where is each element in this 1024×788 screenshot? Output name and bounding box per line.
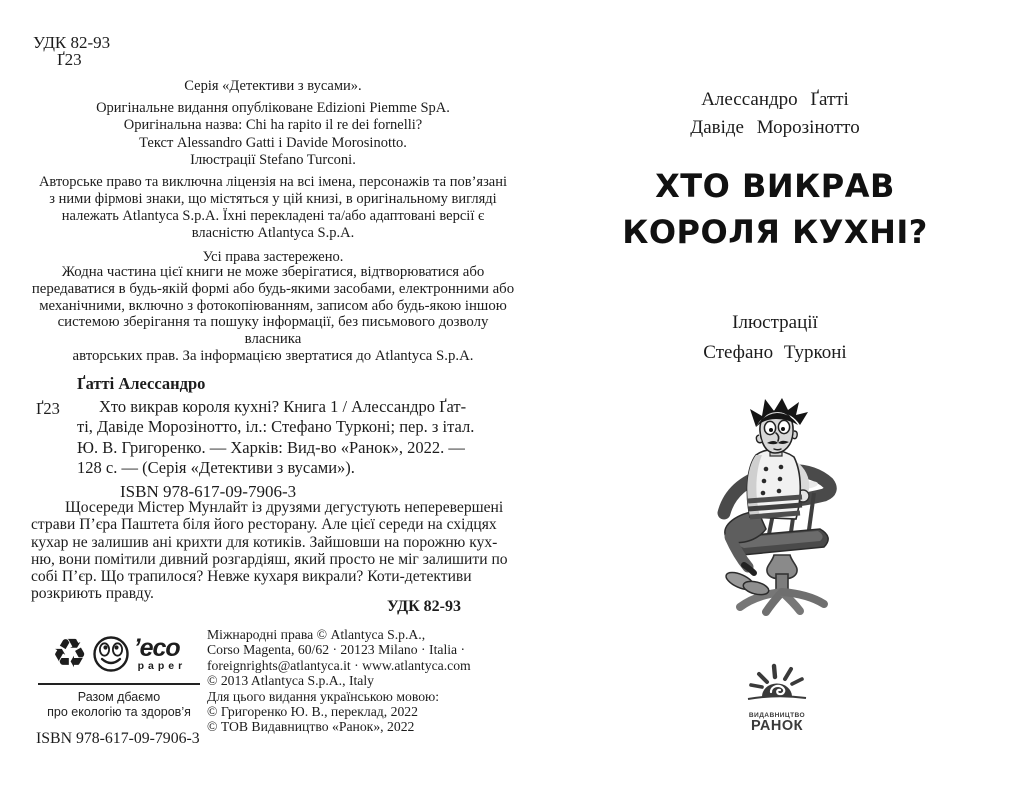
text-line: 128 с. — (Серія «Детективи з вусами»). [77,458,355,477]
catalog-author: Ґатті Алессандро [77,374,206,393]
text-line: © 2013 Atlantyca S.p.A., Italy [207,673,375,689]
text-line: Ю. В. Григоренко. — Харків: Вид-во «Ранок», 2022. — [77,437,465,457]
udk-classification-bottom: УДК 82-93 [386,598,461,615]
eco-paper-block [36,629,202,748]
text-line: належать Atlantyca S.p.A. Їхні перекладені та/або адаптовані версії є [61,208,485,224]
author-name-1: Алессандро Ґатті [701,89,849,110]
text-line: системою зберігання та пошуку інформації, без письмового дозволу власника [57,314,489,348]
udk-number: УДК 82-93 [33,33,111,52]
text-line: Corso Magenta, 60/62 · 20123 Milano · Italia · [207,642,466,658]
annotation-block [31,499,518,603]
recycle-icon: ♻ [51,631,88,677]
text-line: ті, Давіде Морозінотто, іл.: Стефано Турконі; пер. з італ. [77,417,475,436]
text-line: Міжнародні права © Atlantyca S.p.A., [207,627,426,642]
publisher-name-small: ВИДАВНИЦТВО [748,712,806,719]
text-line: з ними фірмові знаки, що містяться у цій книзі, в оригінальному вигляді [49,191,497,207]
eco-slogan-line1: Разом дбаємо [77,690,161,704]
text-line: передаватися в будь-якій формі або будь-якими засобами, електронними або [31,280,515,297]
book-title-line2: КОРОЛЯ КУХНІ? [622,213,928,251]
text-line: страви П’єра Паштета біля його ресторану. Але цієї середи на східцях [31,516,497,534]
publisher-logo [744,662,810,733]
text-line: © Григоренко Ю. В., переклад, 2022 [207,704,418,720]
text-line: авторських прав. За інформацією звертатися до Atlantyca S.p.A. [72,347,474,364]
all-rights-reserved: Усі права застережено. [202,249,344,265]
text-line: Хто викрав короля кухні? Книга 1 / Алессандро Ґат- [99,396,467,416]
series-block [30,78,516,170]
text-line: foreignrights@atlantyca.it · www.atlantyca.com [207,657,471,673]
book-title-line1: ХТО ВИКРАВ [655,167,895,205]
text-line: розкриють правду. [31,585,154,603]
reproduction-notice-block [30,264,516,365]
text-line: Щосереди Містер Мунлайт із друзями дегустують неперевершені [65,499,504,516]
isbn-bottom: ISBN 978-617-09-7906-3 [36,730,200,747]
eco-logo-row [36,629,202,679]
author-index-code: Ґ23 [57,50,82,69]
publisher-name-large: РАНОК [751,718,803,734]
smiley-face-icon [91,634,131,674]
eco-divider [38,683,200,685]
paper-text: paper [137,659,187,672]
original-edition-line: Оригінальне видання опубліковане Edizioni Piemme SpA. [96,99,450,116]
text-line: Авторське право та виключна ліцензія на всі імена, персонажів та пов’язані [38,174,508,190]
author-name-2: Давіде Морозінотто [690,117,860,138]
udk-classification-top [33,34,110,68]
text-authors-line: Текст Alessandro Gatti і Davide Morosinotto. [139,134,407,151]
illustrator-credit [615,308,935,368]
illustrator-name: Стефано Турконі [703,342,847,363]
international-rights-block [207,627,507,735]
text-line: Жодна частина цієї книги не може зберігатися, відтворюватися або [61,264,485,280]
text-line: механічними, включно з фотокопіюванням, записом або будь-якою іншою [39,297,507,314]
illustrations-line: Ілюстрації Stefano Turconi. [190,152,356,168]
illustrations-label: Ілюстрації [732,312,818,333]
ranok-sun-icon [745,662,809,706]
eco-text: ’eco [133,633,180,662]
chef-tied-to-chair-illustration [704,396,844,618]
isbn-catalog: ISBN 978-617-09-7906-3 [120,481,297,501]
license-block [30,174,516,266]
eco-wordmark [133,633,187,672]
text-line: собі П’єр. Що трапилося? Невже кухаря викрали? Коти-детективи [31,568,472,586]
text-line: ню, вони помітили дивний розгардіяш, який просто не міг залишити по [31,550,508,568]
text-line: Для цього видання українською мовою: [207,688,440,704]
text-line: власністю Atlantyca S.p.A. [191,225,355,241]
catalog-index-code: Ґ23 [36,399,60,418]
series-title: Серія «Детективи з вусами». [184,78,362,94]
text-line: кухар не залишив ані крихти для котиків. Зайшовши на порожню кух- [31,533,498,551]
title-page-authors [615,86,935,142]
eco-slogan-line2: про екологію та здоров’я [47,704,191,719]
book-title [605,163,945,255]
text-line: © ТОВ Видавництво «Ранок», 2022 [207,719,415,735]
catalog-card-block [36,374,479,502]
original-title-line: Оригінальна назва: Chi ha rapito il re dei fornelli? [123,117,423,133]
